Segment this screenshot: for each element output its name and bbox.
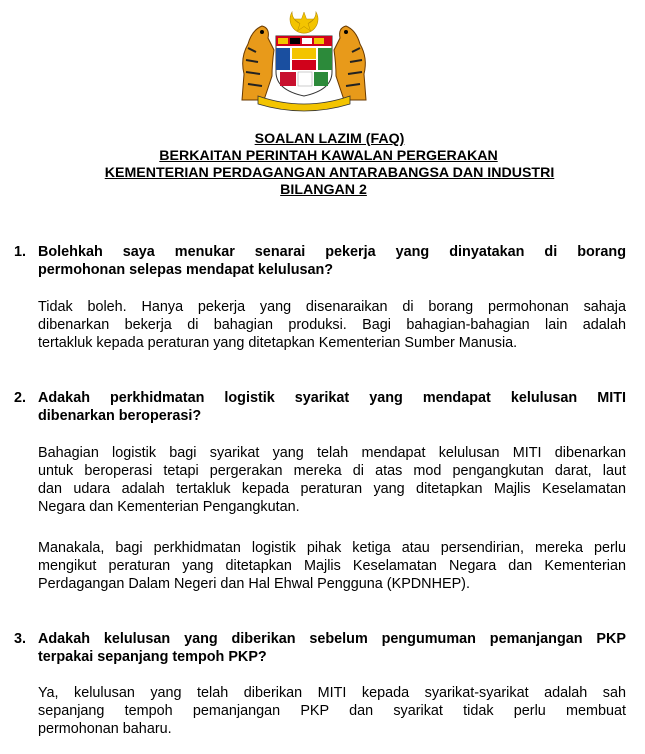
question-number: 2. (14, 390, 27, 406)
answer-2-paragraph-1 (38, 444, 626, 516)
answer-text-line: Negara dan Kementerian Pengangkutan. (38, 499, 300, 515)
answer-text-line: Tidak boleh. Hanya pekerja yang disenaraikan di borang permohonan sahaja (38, 299, 626, 315)
answer-1-paragraph-1 (38, 298, 626, 352)
answer-text-line: sepanjang tempoh pemanjangan PKP dan syarikat tidak perlu membuat (38, 703, 626, 719)
question-number: 3. (14, 631, 27, 647)
question-3 (14, 630, 626, 666)
question-number: 1. (14, 244, 27, 260)
answer-text-line: Perdagangan Dalam Negeri dan Hal Ehwal Pengguna (KPDNHEP). (38, 576, 470, 592)
question-text-line: permohonan selepas mendapat kelulusan? (38, 262, 334, 278)
heading-line-2: BERKAITAN PERINTAH KAWALAN PERGERAKAN (159, 148, 498, 164)
question-text-line: Adakah kelulusan yang diberikan sebelum pengumuman pemanjangan PKP (38, 631, 626, 647)
answer-text-line: Ya, kelulusan yang telah diberikan MITI kepada syarikat-syarikat adalah sah (38, 685, 626, 701)
heading-line-1: SOALAN LAZIM (FAQ) (254, 131, 405, 147)
answer-text-line: tertakluk kepada peraturan yang ditetapkan Kementerian Sumber Manusia. (38, 335, 518, 351)
answer-text-line: mengikut peraturan yang ditetapkan Majlis Keselamatan Negara dan Kementerian (38, 558, 626, 574)
answer-text-line: untuk beroperasi tetapi pergerakan mereka di atas mod pengangkutan darat, laut (38, 463, 626, 479)
answer-3-paragraph-1 (38, 684, 626, 738)
answer-text-line: permohonan baharu. (38, 721, 172, 737)
question-2 (14, 389, 626, 425)
question-1 (14, 243, 626, 279)
question-text-line: terpakai sepanjang tempoh PKP? (38, 649, 267, 665)
heading-line-3: KEMENTERIAN PERDAGANGAN ANTARABANGSA DAN INDUSTRI (104, 165, 555, 181)
answer-text-line: dibenarkan bekerja di bahagian produksi. Bagi bahagian-bahagian lain adalah (38, 317, 626, 333)
answer-text-line: Bahagian logistik bagi syarikat yang telah mendapat kelulusan MITI dibenarkan (38, 445, 626, 461)
question-text-line: Adakah perkhidmatan logistik syarikat yang mendapat kelulusan MITI (38, 390, 626, 406)
question-text-line: Bolehkah saya menukar senarai pekerja yang dinyatakan di borang (38, 244, 626, 260)
answer-text-line: Manakala, bagi perkhidmatan logistik pihak ketiga atau persendirian, mereka perlu (38, 540, 626, 556)
answer-text-line: dan udara adalah tertakluk kepada peraturan yang ditetapkan Majlis Keselamatan (38, 481, 626, 497)
heading-line-4: BILANGAN 2 (280, 182, 367, 198)
answer-2-paragraph-2 (38, 539, 626, 593)
coat-of-arms-logo (234, 4, 374, 112)
document-heading (0, 131, 645, 199)
question-text-line: dibenarkan beroperasi? (38, 408, 202, 424)
